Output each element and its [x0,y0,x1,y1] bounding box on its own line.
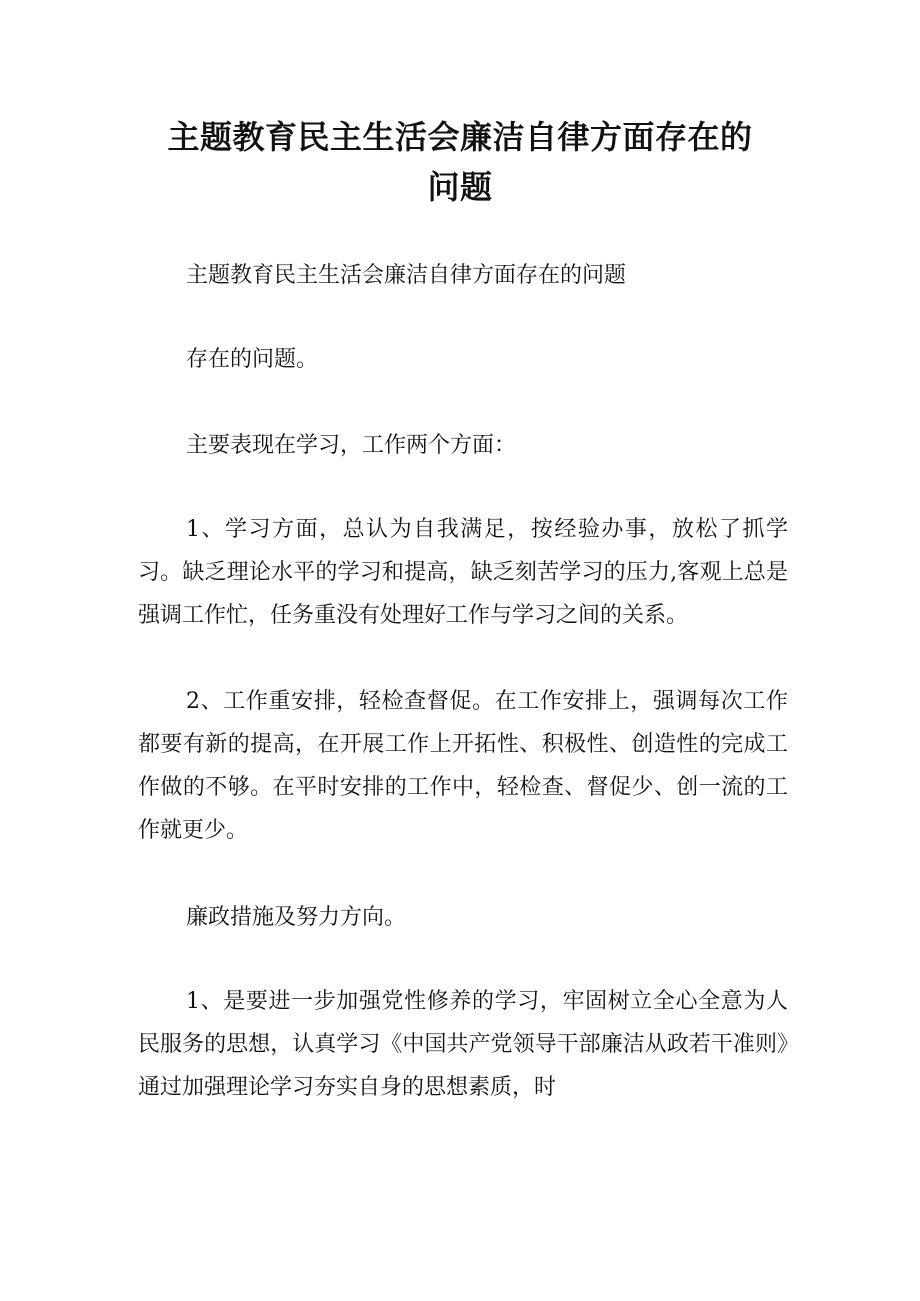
paragraph-study-aspect: 1、学习方面，总认为自我满足，按经验办事，放松了抓学习。缺乏理论水平的学习和提高，缺乏刻苦学习的压力,客观上总是强调工作忙，任务重没有处理好工作与学习之间的关系。 [138,517,788,628]
paragraph-measure-1: 1、是要进一步加强党性修养的学习，牢固树立全心全意为人民服务的思想，认真学习《中国共产党领导干部廉洁从政若干准则》通过加强理论学习夯实自身的思想素质，时 [138,989,788,1100]
paragraph-subtitle: 主题教育民主生活会廉洁自律方面存在的问题 [186,263,627,288]
paragraph-work-aspect: 2、工作重安排，轻检查督促。在工作安排上，强调每次工作都要有新的提高，在开展工作上开拓性、积极性、创造性的完成工作做的不够。在平时安排的工作中，轻检查、督促少、创一流的工作就更少。 [138,689,788,843]
paragraph-measures-heading: 廉政措施及努力方向。 [186,905,407,930]
title-line-2: 问题 [427,168,493,206]
paragraph-main-aspects: 主要表现在学习，工作两个方面： [186,433,517,458]
document-title [0,112,920,212]
paragraph-existing-problems: 存在的问题。 [186,347,319,372]
title-line-1: 主题教育民主生活会廉洁自律方面存在的 [167,118,753,156]
